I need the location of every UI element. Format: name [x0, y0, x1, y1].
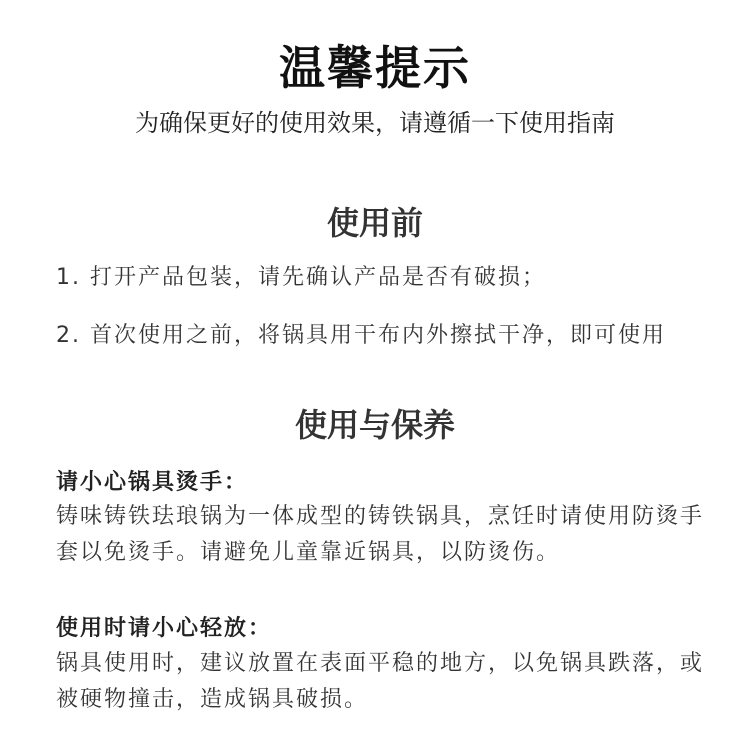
step-item — [56, 320, 736, 352]
step-number: 2. — [56, 323, 81, 348]
page-subtitle: 为确保更好的使用效果，请遵循一下使用指南 — [135, 109, 615, 137]
step-number: 1. — [56, 265, 81, 290]
care-heading-hot: 请小心锅具烫手： — [56, 469, 249, 495]
care-body-hot: 铸味铸铁珐琅锅为一体成型的铸铁锅具，烹饪时请使用防烫手套以免烫手。请避免儿童靠近锅具，以防烫伤。 — [56, 504, 705, 565]
care-heading-handle: 使用时请小心轻放： — [56, 615, 273, 641]
step-item — [56, 262, 736, 294]
step-text: 首次使用之前，将锅具用干布内外擦拭干净，即可使用 — [90, 323, 667, 348]
step-text: 打开产品包装，请先确认产品是否有破损； — [90, 265, 547, 290]
care-body-handle: 锅具使用时，建议放置在表面平稳的地方，以免锅具跌落，或被硬物撞击，造成锅具破损。 — [56, 651, 705, 712]
page-title: 温馨提示 — [279, 41, 471, 95]
section-title-use-and-care: 使用与保养 — [294, 406, 455, 444]
section-title-before-use: 使用前 — [326, 204, 423, 242]
